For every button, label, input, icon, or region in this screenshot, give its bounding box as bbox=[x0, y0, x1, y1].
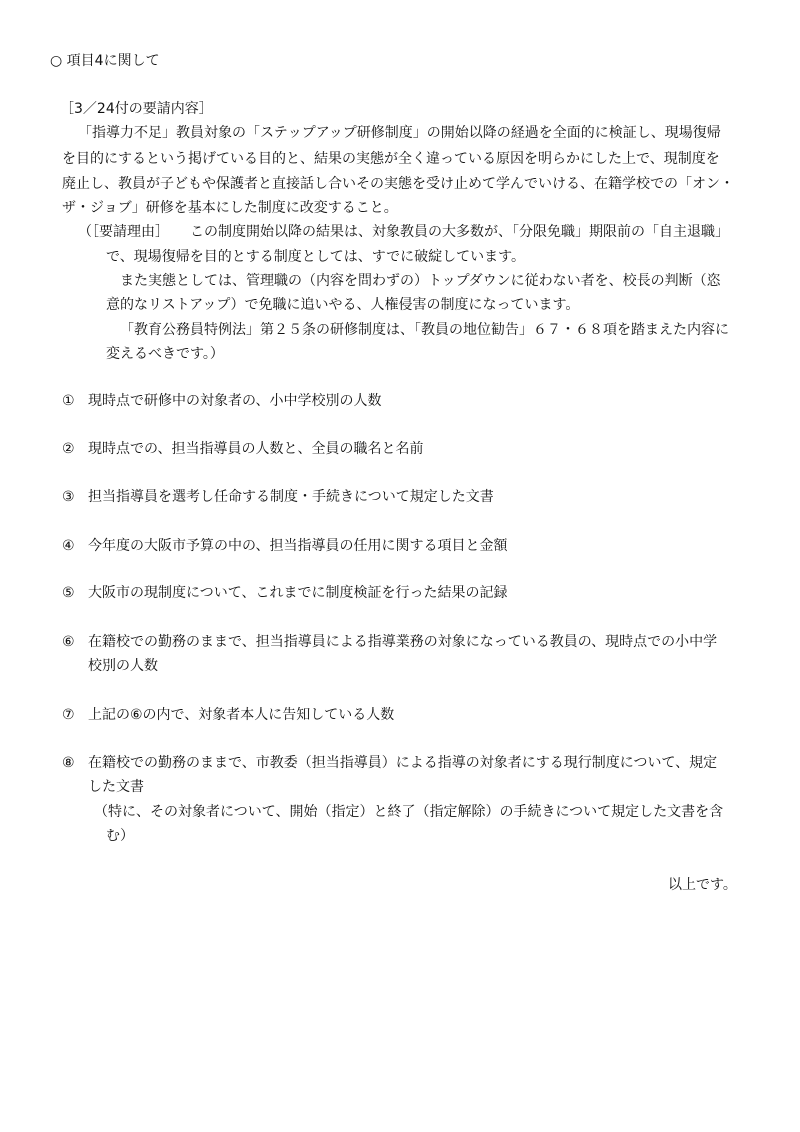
item-number: ⑤ bbox=[62, 585, 75, 601]
note-line: む） bbox=[106, 828, 134, 844]
reason-line: 変えるべきです。） bbox=[106, 346, 224, 362]
request-line: 「指導力不足」教員対象の「ステップアップ研修制度」の開始以降の経過を全面的に検証し、現場復帰 bbox=[78, 125, 721, 141]
item-number: ④ bbox=[62, 538, 75, 554]
request-label: ［3／24付の要請内容］ bbox=[60, 101, 213, 117]
item-text: 大阪市の現制度について、これまでに制度検証を行った結果の記録 bbox=[88, 585, 508, 601]
item-number: ⑦ bbox=[62, 707, 75, 723]
reason-line: で、現場復帰を目的とする制度としては、すでに破綻しています。 bbox=[106, 249, 526, 265]
item-text: 担当指導員を選考し任命する制度・手続きについて規定した文書 bbox=[88, 489, 494, 505]
item-text: 在籍校での勤務のままで、市教委（担当指導員）による指導の対象者にする現行制度について、規定 bbox=[88, 755, 718, 771]
reason-line: （［要請理由］ この制度開始以降の結果は、対象教員の大多数が、「分限免職」期限前の「自主退職」 bbox=[78, 224, 729, 240]
item-text: 現時点で研修中の対象者の、小中学校別の人数 bbox=[88, 393, 382, 409]
request-line: ザ・ジョブ」研修を基本にした制度に改変すること。 bbox=[62, 200, 398, 216]
item-number: ② bbox=[62, 441, 75, 457]
item-text: 校別の人数 bbox=[88, 658, 158, 674]
note-line: （特に、その対象者について、開始（指定）と終了（指定解除）の手続きについて規定した文書を含 bbox=[94, 804, 724, 820]
item-text: 上記の⑥の内で、対象者本人に告知している人数 bbox=[88, 707, 395, 723]
item-number: ⑧ bbox=[62, 755, 75, 771]
item-text: した文書 bbox=[88, 779, 144, 795]
item-text: 今年度の大阪市予算の中の、担当指導員の任用に関する項目と金額 bbox=[88, 538, 508, 554]
item-number: ① bbox=[62, 393, 75, 409]
item-number: ③ bbox=[62, 489, 75, 505]
reason-line: また実態としては、管理職の（内容を問わずの）トップダウンに従わない者を、校長の判断（恣 bbox=[120, 273, 721, 289]
reason-line: 意的なリストアップ）で免職に追いやる、人権侵害の制度になっています。 bbox=[106, 297, 580, 313]
reason-line: 「教育公務員特例法」第２５条の研修制度は、「教員の地位勧告」６７・６８項を踏まえた内容に bbox=[120, 322, 729, 338]
item-number: ⑥ bbox=[62, 634, 75, 650]
request-line: を目的にするという掲げている目的と、結果の実態が全く違っている原因を明らかにした上で、現制度を bbox=[62, 151, 720, 167]
item-text: 在籍校での勤務のままで、担当指導員による指導業務の対象になっている教員の、現時点での小中学 bbox=[88, 634, 718, 650]
closing-text: 以上です。 bbox=[668, 877, 737, 893]
section-heading: ○ 項目4に関して bbox=[50, 53, 160, 69]
request-line: 廃止し、教員が子どもや保護者と直接話し合いその実態を受け止めて学んでいける、在籍学校での「オン・ bbox=[62, 176, 734, 192]
item-text: 現時点での、担当指導員の人数と、全員の職名と名前 bbox=[88, 441, 424, 457]
